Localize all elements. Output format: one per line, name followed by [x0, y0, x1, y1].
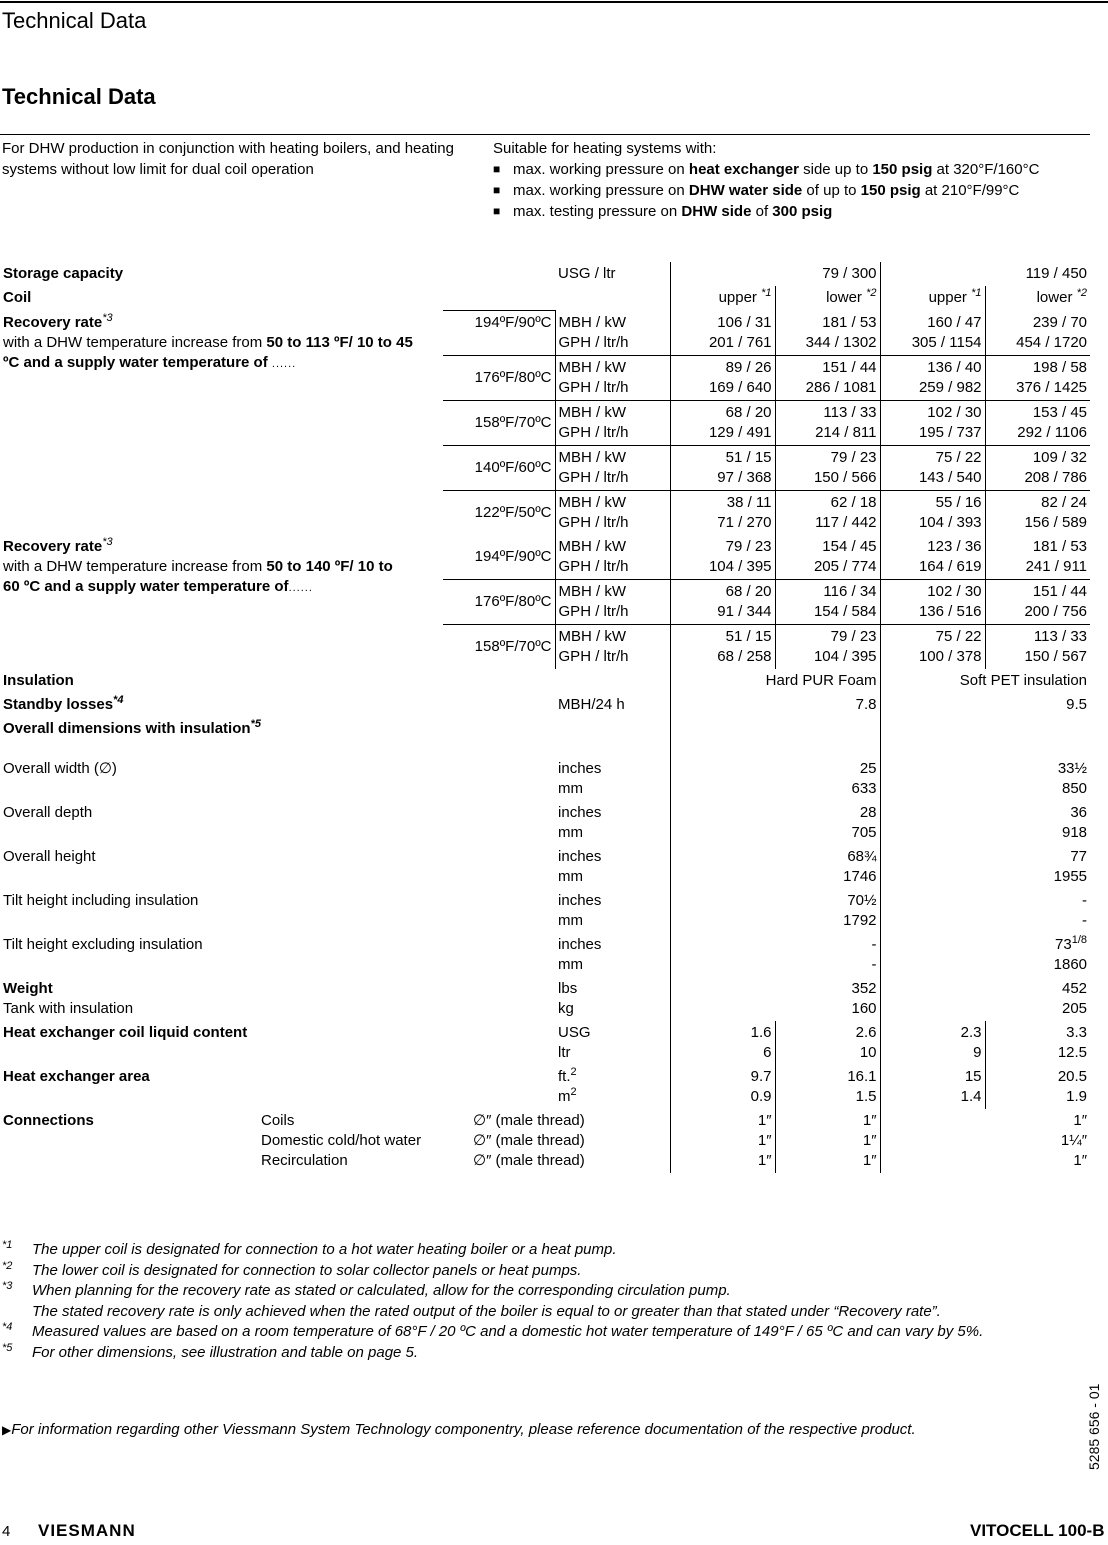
footnote: $^{*1}$ The upper coil is designated for connection to a hot water heating boiler or a heat pump. [2, 1239, 617, 1258]
weight-value-2: 452 205 [880, 977, 1090, 1021]
dimension-label: Tilt height excluding insulation [3, 935, 203, 953]
units: MBH / kW GPH / ltr/h [555, 445, 670, 490]
page-title: Technical Data [2, 84, 156, 109]
storage-unit: USG / ltr [558, 265, 616, 282]
value-cell: 109 / 32 208 / 786 [985, 445, 1090, 490]
value-cell: 51 / 15 97 / 368 [670, 445, 775, 490]
units: MBH / kW GPH / ltr/h [555, 311, 670, 356]
dimension-value-1: 68¾ 1746 [670, 845, 880, 889]
supply-temp: 194ºF/90ºC [474, 547, 552, 565]
technical-data-table [0, 262, 1090, 1173]
requirements-list [493, 159, 1093, 222]
value-cell: 79 / 23 150 / 566 [775, 445, 880, 490]
units: MBH / kW GPH / ltr/h [555, 490, 670, 535]
dimension-units: inches mm [558, 891, 602, 929]
supply-temp: 176ºF/80ºC [443, 579, 555, 624]
running-title: Technical Data [2, 8, 147, 33]
footnote: $^{*5}$ For other dimensions, see illustration and table on page 5. [2, 1341, 419, 1361]
value-cell: 151 / 44 286 / 1081 [775, 355, 880, 400]
supply-temp: 158ºF/70ºC [443, 624, 555, 669]
connections-row [0, 1109, 1090, 1173]
dimension-label: Overall depth [3, 803, 93, 821]
area-row [0, 1065, 1090, 1109]
intro-requirements [493, 138, 1093, 222]
arrow-right-icon: ▶ [2, 1423, 12, 1437]
dimensions-title-row [0, 717, 1090, 757]
units: MBH / kW GPH / ltr/h [555, 355, 670, 400]
weight-row [0, 977, 1090, 1021]
dimension-value-2: - - [880, 889, 1090, 933]
recovery2-description: Recovery rate$^{*3}$ with a DHW temperature increase from 50 to 140 ºF/ 10 to 60 ºC and a supply water temperature of...... [3, 535, 393, 595]
value-cell: 136 / 40 259 / 982 [880, 355, 985, 400]
dimension-value-2: 77 1955 [880, 845, 1090, 889]
value-cell: 62 / 18 117 / 442 [775, 490, 880, 535]
value-cell: 123 / 36 164 / 619 [880, 535, 985, 580]
requirements-title: Suitable for heating systems with: [493, 140, 717, 157]
units: MBH / kW GPH / ltr/h [555, 579, 670, 624]
units: MBH / kW GPH / ltr/h [555, 535, 670, 580]
value-cell: 151 / 44 200 / 756 [985, 579, 1090, 624]
brand-logo: VIESMANN [38, 1521, 136, 1540]
area-label: Heat exchanger area [3, 1067, 150, 1085]
info-note: ▶For information regarding other Viessmann System Technology componentry, please reference documentation of the respective product. [2, 1421, 916, 1438]
value-cell: 3.3 12.5 [985, 1021, 1090, 1065]
value-cell: 239 / 70 454 / 1720 [985, 311, 1090, 356]
value-cell: 181 / 53 344 / 1302 [775, 311, 880, 356]
value-cell: 75 / 22 100 / 378 [880, 624, 985, 669]
insulation-value-1: Hard PUR Foam [670, 669, 880, 693]
requirement-item: ■ max. working pressure on DHW water side of up to 150 psig at 210°F/99°C [493, 180, 1093, 201]
coil-lower-2: lower $^{*2}$ [985, 286, 1090, 311]
value-cell: 2.6 10 [775, 1021, 880, 1065]
supply-temp: 176ºF/80ºC [443, 355, 555, 400]
weight-value-1: 352 160 [670, 977, 880, 1021]
value-cell: 79 / 23 104 / 395 [775, 624, 880, 669]
dimension-units: inches mm [558, 759, 602, 797]
connection-values-b: 1″ 1″ 1″ [775, 1109, 880, 1173]
coil-lower-1: lower $^{*2}$ [775, 286, 880, 311]
value-cell: 16.1 1.5 [775, 1065, 880, 1109]
supply-temp: 122ºF/50ºC [443, 490, 555, 535]
value-cell: 113 / 33 150 / 567 [985, 624, 1090, 669]
units: MBH / kW GPH / ltr/h [555, 400, 670, 445]
coil-upper-1: upper $^{*1}$ [670, 286, 775, 311]
area-units: ft.$^2$ $m^2$ [558, 1065, 577, 1105]
value-cell: 1.6 6 [670, 1021, 775, 1065]
dimension-units: inches mm [558, 935, 602, 973]
dimension-value-1: 25 633 [670, 757, 880, 801]
value-cell: 2.3 9 [880, 1021, 985, 1065]
dimension-row [0, 757, 1090, 801]
dimension-units: inches mm [558, 803, 602, 841]
coil-content-label: Heat exchanger coil liquid content [3, 1023, 248, 1041]
value-cell: 153 / 45 292 / 1106 [985, 400, 1090, 445]
recovery1-description: Recovery rate$^{*3}$ with a DHW temperature increase from 50 to 113 ºF/ 10 to 45 ºC and a supply water temperature of ...... [3, 311, 413, 371]
storage-value-1: 79 / 300 [670, 262, 880, 286]
footnotes [2, 1240, 1092, 1363]
page-number: 4 [2, 1523, 11, 1540]
coil-label: Coil [3, 289, 32, 306]
intro-description: For DHW production in conjunction with heating boilers, and heating systems without low limit for dual coil operation [2, 140, 454, 178]
standby-row [0, 693, 1090, 717]
storage-value-2: 119 / 450 [880, 262, 1090, 286]
product-name: VITOCELL 100-B [970, 1521, 1105, 1540]
supply-temp: 140ºF/60ºC [443, 445, 555, 490]
value-cell: 113 / 33 214 / 811 [775, 400, 880, 445]
value-cell: 181 / 53 241 / 911 [985, 535, 1090, 580]
connection-values-a: 1″ 1″ 1″ [670, 1109, 775, 1173]
footnote: $^{*3}$ When planning for the recovery rate as stated or calculated, allow for the corresponding circulation pump. The stated recovery rate is only achieved when the rated output of the boiler is equal to or greater than that stated under “Recovery rate”. [2, 1280, 941, 1320]
document-code: 5285 656 - 01 [1086, 1383, 1102, 1470]
connections-label: Connections [3, 1111, 94, 1129]
dimension-value-1: 70½ 1792 [670, 889, 880, 933]
recovery2-row [0, 535, 1090, 580]
value-cell: 9.7 0.9 [670, 1065, 775, 1109]
standby-value-1: 7.8 [670, 693, 880, 717]
insulation-label: Insulation [3, 671, 74, 689]
standby-value-2: 9.5 [880, 693, 1090, 717]
dimension-row [0, 889, 1090, 933]
weight-label: Weight Tank with insulation [3, 979, 134, 1017]
connection-values-2: 1″ 1¼″ 1″ [880, 1109, 1090, 1173]
value-cell: 38 / 11 71 / 270 [670, 490, 775, 535]
value-cell: 102 / 30 136 / 516 [880, 579, 985, 624]
dimension-value-1: - - [670, 933, 880, 977]
insulation-row [0, 669, 1090, 693]
coil-upper-2: upper $^{*1}$ [880, 286, 985, 311]
supply-temp: 194ºF/90ºC [443, 311, 555, 356]
units: MBH / kW GPH / ltr/h [555, 624, 670, 669]
requirement-item: ■ max. testing pressure on DHW side of 300 psig [493, 201, 1093, 222]
storage-row [0, 262, 1090, 286]
dimension-value-1: 28 705 [670, 801, 880, 845]
dimension-value-2: $73^{1/8}$ 1860 [880, 933, 1090, 977]
coil-row [0, 286, 1090, 311]
standby-unit: MBH/24 h [558, 695, 625, 713]
insulation-value-2: Soft PET insulation [880, 669, 1090, 693]
dimension-row [0, 933, 1090, 977]
value-cell: 68 / 20 91 / 344 [670, 579, 775, 624]
value-cell: 15 1.4 [880, 1065, 985, 1109]
weight-units: lbs kg [558, 979, 578, 1017]
value-cell: 55 / 16 104 / 393 [880, 490, 985, 535]
dimensions-title: Overall dimensions with insulation$^{*5}$ [3, 717, 261, 737]
value-cell: 106 / 31 201 / 761 [670, 311, 775, 356]
dimension-row [0, 845, 1090, 889]
dimension-row [0, 801, 1090, 845]
supply-temp: 158ºF/70ºC [443, 400, 555, 445]
storage-label: Storage capacity [3, 265, 124, 282]
value-cell: 68 / 20 129 / 491 [670, 400, 775, 445]
dimension-label: Tilt height including insulation [3, 891, 199, 909]
value-cell: 82 / 24 156 / 589 [985, 490, 1090, 535]
dimension-units: inches mm [558, 847, 602, 885]
dimension-label: Overall width (∅) [3, 759, 117, 777]
dimension-value-2: 33½ 850 [880, 757, 1090, 801]
footnote: $^{*4}$ Measured values are based on a room temperature of 68°F / 20 ºC and a domestic hot water temperature of 149°F / 65 ºC and can vary by 5%. [2, 1321, 984, 1340]
connection-names: Coils Domestic cold/hot water Recirculation [261, 1111, 422, 1169]
value-cell: 20.5 1.9 [985, 1065, 1090, 1109]
standby-label: Standby losses$^{*4}$ [3, 693, 124, 713]
value-cell: 116 / 34 154 / 584 [775, 579, 880, 624]
coil-content-row [0, 1021, 1090, 1065]
intro-rule [0, 134, 1090, 135]
connection-specs: ∅″ (male thread) ∅″ (male thread) ∅″ (male thread) [473, 1111, 585, 1169]
value-cell: 51 / 15 68 / 258 [670, 624, 775, 669]
requirement-item: ■ max. working pressure on heat exchanger side up to 150 psig at 320°F/160°C [493, 159, 1093, 180]
recovery1-row [0, 311, 1090, 356]
value-cell: 79 / 23 104 / 395 [670, 535, 775, 580]
value-cell: 160 / 47 305 / 1154 [880, 311, 985, 356]
coil-content-units: USG ltr [558, 1023, 591, 1061]
dimension-label: Overall height [3, 847, 96, 865]
value-cell: 102 / 30 195 / 737 [880, 400, 985, 445]
value-cell: 75 / 22 143 / 540 [880, 445, 985, 490]
footnote: $^{*2}$ The lower coil is designated for connection to solar collector panels or heat pumps. [2, 1259, 582, 1279]
value-cell: 154 / 45 205 / 774 [775, 535, 880, 580]
dimension-value-2: 36 918 [880, 801, 1090, 845]
header-rule [0, 1, 1108, 3]
value-cell: 198 / 58 376 / 1425 [985, 355, 1090, 400]
value-cell: 89 / 26 169 / 640 [670, 355, 775, 400]
